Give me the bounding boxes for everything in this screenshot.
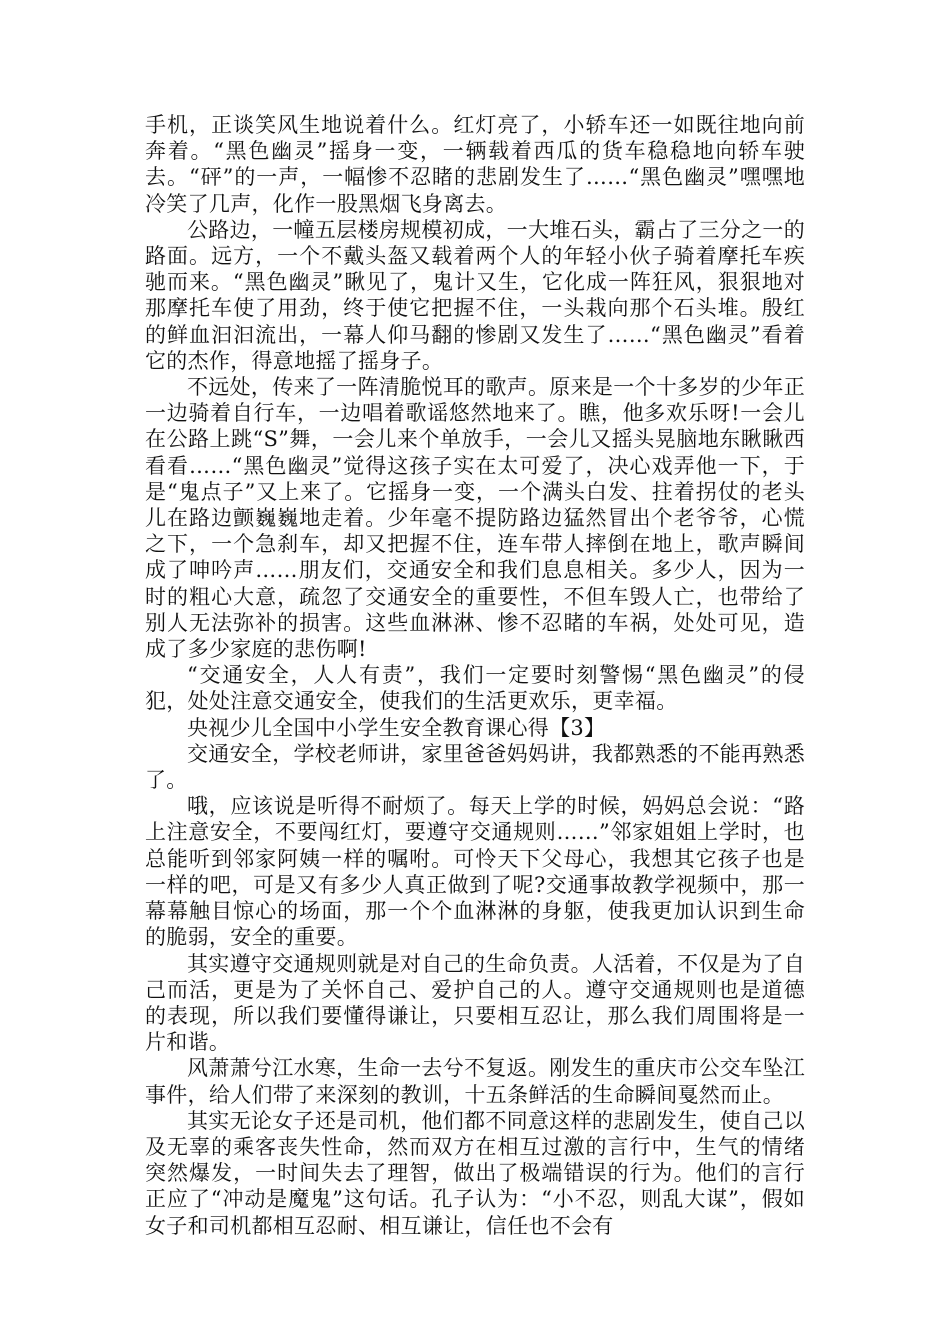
paragraph-3: 不远处，传来了一阵清脆悦耳的歌声。原来是一个十多岁的少年正一边骑着自行车，一边唱着歌谣悠然地来了。瞧，他多欢乐呀!一会儿在公路上跳“S”舞，一会儿来个单放手，一会儿又摇头晃脑地东瞅瞅西看看……“黑色幽灵”觉得这孩子实在太可爱了，决心戏弄他一下，于是“鬼点子”又上来了。它摇身一变，一个满头白发、拄着拐仗的老头儿在路边颤巍巍地走着。少年毫不提防路边猛然冒出个老爷爷，心慌之下，一个急刹车，却又把握不住，连车带人摔倒在地上，歌声瞬间成了呻吟声……朋友们，交通安全和我们息息相关。多少人，因为一时的粗心大意，疏忽了交通安全的重要性，不但车毁人亡，也带给了别人无法弥补的损害。这些血淋淋、惨不忍睹的车祸，处处可见，造成了多少家庭的悲伤啊!	[145, 375, 805, 662]
paragraph-6: 哦，应该说是听得不耐烦了。每天上学的时候，妈妈总会说：“路上注意安全，不要闯红灯，要遵守交通规则……”邻家姐姐上学时，也总能听到邻家阿姨一样的嘱咐。可怜天下父母心，我想其它孩子也是一样的吧，可是又有多少人真正做到了呢?交通事故教学视频中，那一幕幕触目惊心的场面，那一个个血淋淋的身躯，使我更加认识到生命的脆弱，安全的重要。	[145, 794, 805, 950]
paragraph-5: 交通安全，学校老师讲，家里爸爸妈妈讲，我都熟悉的不能再熟悉了。	[145, 741, 805, 793]
paragraph-9: 其实无论女子还是司机，他们都不同意这样的悲剧发生，使自己以及无辜的乘客丧失性命，然而双方在相互过激的言行中，生气的情绪突然爆发，一时间失去了理智，做出了极端错误的行为。他们的言行正应了“冲动是魔鬼”这句话。孔子认为：“小不忍，则乱大谋”，假如女子和司机都相互忍耐、相互谦让，信任也不会有	[145, 1108, 805, 1238]
paragraph-1: 手机，正谈笑风生地说着什么。红灯亮了，小轿车还一如既往地向前奔着。“黑色幽灵”摇身一变，一辆载着西瓜的货车稳稳地向轿车驶去。“砰”的一声，一幅惨不忍睹的悲剧发生了……“黑色幽灵”嘿嘿地冷笑了几声，化作一股黑烟飞身离去。	[145, 113, 805, 216]
paragraph-4: “交通安全，人人有责”，我们一定要时刻警惕“黑色幽灵”的侵犯，处处注意交通安全，使我们的生活更欢乐，更幸福。	[145, 663, 805, 714]
section-heading: 央视少儿全国中小学生安全教育课心得【3】	[187, 715, 606, 740]
paragraph-8: 风萧萧兮江水寒，生命一去兮不复返。刚发生的重庆市公交车坠江事件，给人们带了来深刻的教训，十五条鲜活的生命瞬间戛然而止。	[145, 1056, 805, 1107]
paragraph-2: 公路边，一幢五层楼房规模初成，一大堆石头，霸占了三分之一的路面。远方，一个不戴头盔又载着两个人的年轻小伙子骑着摩托车疾驰而来。“黑色幽灵”瞅见了，鬼计又生，它化成一阵狂风，狠狠地对那摩托车使了用劲，终于使它把握不住，一头栽向那个石头堆。殷红的鲜血汩汩流出，一幕人仰马翻的惨剧又发生了……“黑色幽灵”看着它的杰作，得意地摇了摇身子。	[145, 217, 805, 373]
document-page	[145, 112, 805, 1239]
paragraph-7: 其实遵守交通规则就是对自己的生命负责。人活着，不仅是为了自己而活，更是为了关怀自己、爱护自己的人。遵守交通规则也是道德的表现，所以我们要懂得谦让，只要相互忍让，那么我们周围将是一片和谐。	[145, 951, 805, 1055]
